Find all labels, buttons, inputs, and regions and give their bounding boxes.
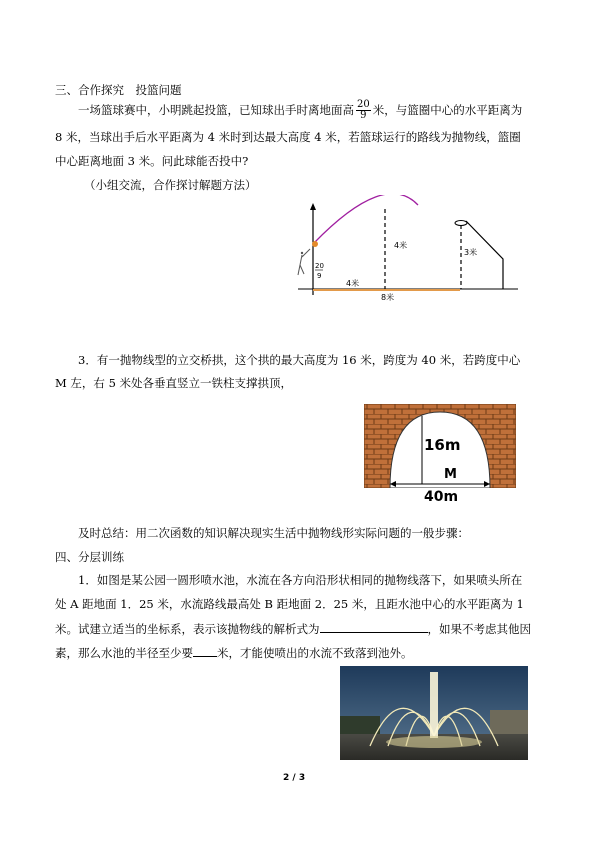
- section-heading-4: 四、分层训练: [55, 550, 124, 564]
- exercise-1-line-3-part-a: 米。试建立适当的坐标系，表示该抛物线的解析式为: [55, 622, 320, 636]
- hoop-rim-icon: [455, 221, 467, 226]
- arch-height-label: 16m: [424, 436, 461, 454]
- page-number: 2 / 3: [283, 773, 306, 783]
- release-height-numerator: 20: [315, 262, 324, 270]
- arch-bridge-diagram: [364, 404, 516, 502]
- problem-3-line-1: 3．有一抛物线型的立交桥拱，这个拱的最大高度为 16 米，跨度为 40 米，若跨度中心: [78, 353, 521, 367]
- max-height-label: 4米: [394, 241, 408, 250]
- ball-trajectory-curve: [314, 195, 418, 243]
- group-discussion-note: （小组交流，合作探讨解题方法）: [84, 178, 257, 192]
- problem-paragraph-line-2: 8 米，当球出手后水平距离为 4 米时到达最大高度 4 米，若篮球运行的路线为抛物线，篮圈: [55, 130, 521, 144]
- player-figure-icon: [298, 249, 310, 275]
- building-right: [490, 710, 528, 738]
- exercise-1-line-3: [55, 620, 531, 637]
- answer-blank-radius[interactable]: [193, 644, 217, 657]
- answer-blank-equation[interactable]: [320, 620, 428, 633]
- problem-paragraph-line-1: [78, 98, 522, 122]
- exercise-1-line-4-part-b: 米，才能使喷出的水流不致落到池外。: [217, 646, 413, 660]
- exercise-1-line-2: 处 A 距地面 1．25 米，水流路线最高处 B 距地面 2．25 米，且距水池中心的水平距离为 1: [55, 597, 524, 611]
- center-m-label: M: [444, 467, 457, 482]
- fraction-numerator: 20: [357, 98, 370, 110]
- problem-3-line-2: M 左，右 5 米处各垂直竖立一铁柱支撑拱顶，: [55, 376, 293, 390]
- central-jet: [430, 672, 438, 738]
- fraction-denominator: 9: [360, 109, 367, 121]
- horizontal-distance-label: 4米: [346, 279, 360, 288]
- problem-text-part-b: 米，与篮圈中心的水平距离为: [372, 103, 523, 117]
- basketball-trajectory-diagram: [290, 195, 525, 305]
- problem-paragraph-line-3: 中心距离地面 3 米。问此球能否投中?: [55, 154, 249, 168]
- exercise-1-line-4-part-a: 素，那么水池的半径至少要: [55, 646, 193, 660]
- summary-line: 及时总结：用二次函数的知识解决现实生活中抛物线形实际问题的一般步骤：: [78, 526, 469, 540]
- release-height-fraction: [356, 100, 371, 121]
- problem-text-part-a: 一场篮球赛中，小明跳起投篮，已知球出手时离地面高: [78, 103, 354, 117]
- rim-height-label: 3米: [464, 248, 478, 257]
- exercise-1-line-4: [55, 644, 413, 661]
- arch-span-label: 40m: [424, 489, 459, 502]
- release-height-denominator: 9: [317, 272, 322, 280]
- basketball-icon: [312, 241, 318, 247]
- total-distance-label: 8米: [381, 293, 395, 302]
- exercise-1-line-1: 1．如图是某公园一圆形喷水池，水流在各方向沿形状相同的抛物线落下，如果喷头所在: [78, 573, 523, 587]
- section-heading-3: 三、合作探究 投篮问题: [55, 83, 182, 97]
- y-axis-arrow: [310, 203, 316, 210]
- exercise-1-line-3-part-b: ，如果不考虑其他因: [427, 622, 531, 636]
- fountain-basin: [386, 736, 482, 748]
- fountain-photo: [340, 666, 528, 760]
